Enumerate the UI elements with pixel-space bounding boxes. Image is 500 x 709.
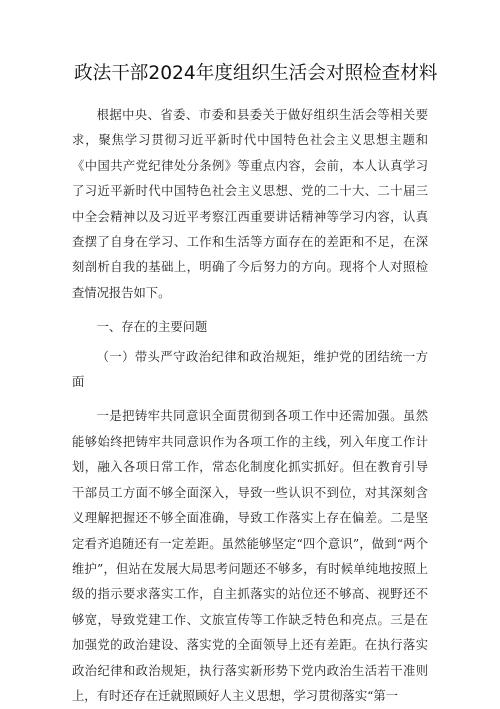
body-paragraph: 一是把铸牢共同意识全面贯彻到各项工作中还需加强。虽然能够始终把铸牢共同意识作为各项工作的主线，列入年度工作计划，融入各项日常工作，常态化制度化抓实抓好。但在教育引导干部员工方面不够全面深入，导致一些认识不到位，对其深刻含义理解把握还不够全面准确，导致工作落实上存在偏差。二是坚定看齐追随还有一定差距。虽然能够坚定“四个意识”，做到“两个维护”，但站在发展大局思考问题还不够多，有时候单纯地按照上级的指示要求落实工作，自主抓落实的站位还不够高、视野还不够宽，导致党建工作、文旅宣传等工作缺乏特色和亮点。三是在加强党的政治建设、落实党的全面领导上还有差距。在执行落实政治纪律和政治规矩，执行落实新形势下党内政治生活若干准则上，有时还存在迁就照顾好人主义思想，学习贯彻落实“第一 <box>72 409 428 703</box>
section-heading: 一、存在的主要问题 <box>96 320 208 335</box>
document-title: 政法干部2024年度组织生活会对照检查材料 <box>74 63 438 84</box>
intro-paragraph: 根据中央、省委、市委和县委关于做好组织生活会等相关要求，聚焦学习贯彻习近平新时代中国特色社会主义思想主题和《中国共产党纪律处分条例》等重点内容，会前，本人认真学习了习近平新时代中国特色社会主义思想、党的二十大、二十届三中全会精神以及习近平考察江西重要讲话精神等学习内容，认真查摆了自身在学习、工作和生活等方面存在的差距和不足，在深刻剖析自我的基础上，明确了今后努力的方向。现将个人对照检查情况报告如下。 <box>72 108 428 300</box>
subsection-heading: （一）带头严守政治纪律和政治规矩，维护党的团结统一方面 <box>72 349 428 390</box>
spacer <box>72 306 428 311</box>
